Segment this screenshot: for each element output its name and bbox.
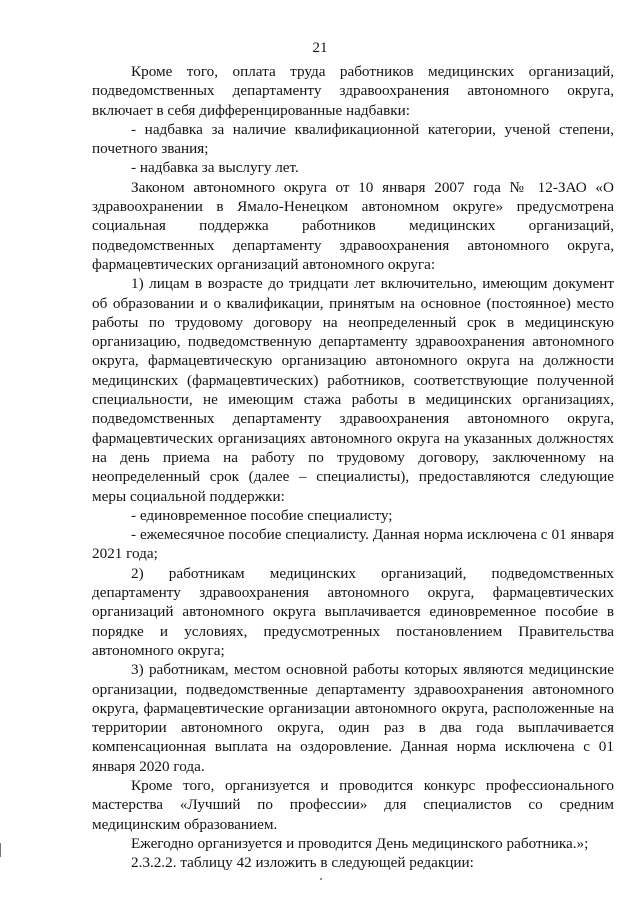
list-item-lump-sum-payment: 2) работникам медицинских организаций, подведомственных департаменту здравоохранения автономного округа, фармацевтических организаций автономного округа выплачивается единовременное пособие в порядке и условиях, предусмотренных постановлением Правительства автономного округа;: [92, 564, 614, 659]
list-item-one-time-benefit: - единовременное пособие специалисту;: [131, 506, 393, 524]
list-item-health-compensation: 3) работникам, местом основной работы которых являются медицинские организации, подведомственные департаменту здравоохранения автономного округа, фармацевтические организации автономного округа, расположенные на территории автономного округа, один раз в два года выплачивается компенсационная выплата на оздоровление. Данная норма исключена с 01 января 2020 года.: [92, 661, 614, 775]
list-item-monthly-benefit: - ежемесячное пособие специалисту. Данная норма исключена с 01 января 2021 года;: [92, 526, 614, 563]
document-body: [92, 62, 614, 872]
scan-margin-mark: [0, 843, 1, 857]
list-item-young-specialists: 1) лицам в возрасте до тридцати лет включительно, имеющим документ об образовании и о квалификации, принятым на основное (постоянное) место работы по трудовому договору на неопределенный срок в медицинскую организацию, подведомственную департаменту здравоохранения автономного округа, фармацевтическую организацию автономного округа на должности медицинских (фармацевтических) работников, соответствующие полученной специальности, не имеющим стажа работы в медицинских организациях, подведомственных департаменту здравоохранения автономного округа, фармацевтических организациях автономного округа на указанных должностях на день приема на работу по трудовому договору, заключенному на неопределенный срок (далее – специалисты), предоставляются следующие меры социальной поддержки:: [92, 275, 614, 505]
list-item-seniority-allowance: - надбавка за выслугу лет.: [131, 159, 299, 177]
paragraph-allowances-intro: Кроме того, оплата труда работников медицинских организаций, подведомственных департаменту здравоохранения автономного округа, включает в себя дифференцированные надбавки:: [92, 63, 614, 119]
scan-speck: [320, 878, 322, 880]
list-item-qualification-allowance: - надбавка за наличие квалификационной категории, ученой степени, почетного звания;: [92, 120, 614, 158]
paragraph-table-amendment: 2.3.2.2. таблицу 42 изложить в следующей редакции:: [131, 854, 474, 872]
paragraph-medical-worker-day: Ежегодно организуется и проводится День медицинского работника.»;: [131, 834, 589, 852]
paragraph-law-reference: Законом автономного округа от 10 января 2007 года № 12-ЗАО «О здравоохранении в Ямало-Ненецком автономном округе» предусмотрена социальная поддержка работников медицинских организаций, подведомственных департаменту здравоохранения автономного округа, фармацевтических организаций автономного округа:: [92, 178, 614, 273]
page-number: 21: [312, 40, 328, 56]
paragraph-professional-contest: Кроме того, организуется и проводится конкурс профессионального мастерства «Лучший по профессии» для специалистов со средним медицинским образованием.: [92, 776, 614, 833]
